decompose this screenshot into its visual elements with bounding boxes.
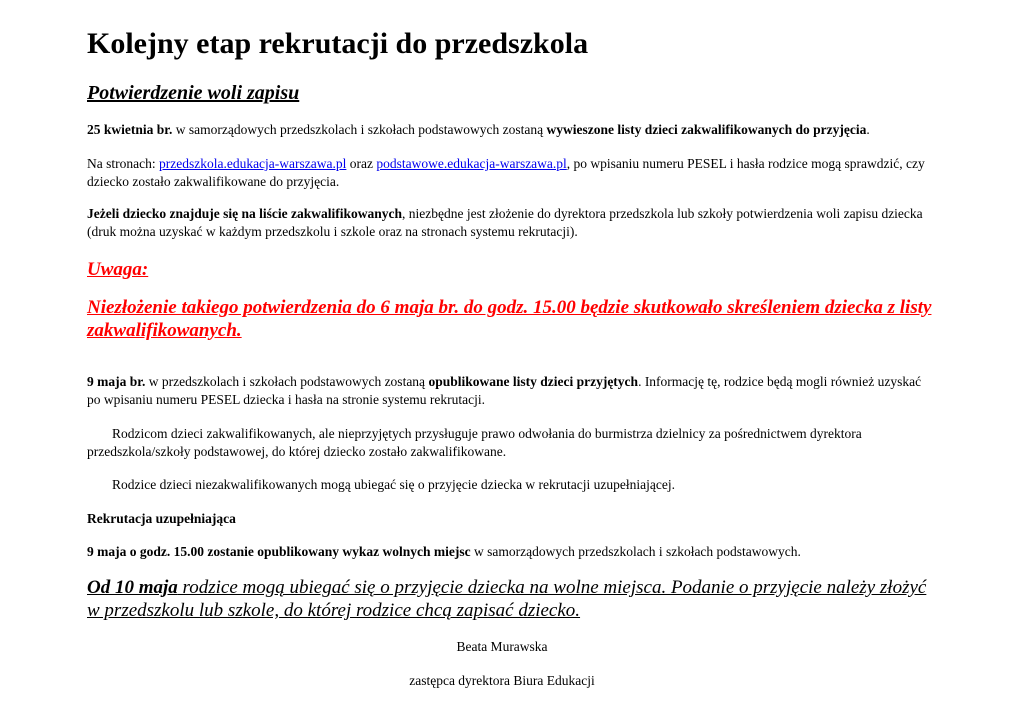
paragraph-confirmation: Jeżeli dziecko znajduje się na liście zakwalifikowanych, niezbędne jest złożenie do dyrektora przedszkola lub szkoły potwierdzenia woli zapisu dziecka (druk można uzyskać w każdym przedszkolu i szkole oraz na stronach systemu rekrutacji). — [87, 206, 923, 239]
paragraph-websites: Na stronach: przedszkola.edukacja-warszawa.pl oraz podstawowe.edukacja-warszawa.pl, po wpisaniu numeru PESEL i hasła rodzice mogą sprawdzić, czy dziecko zostało zakwalifikowane do przyjęcia. — [87, 156, 925, 189]
section-heading-supplementary: Rekrutacja uzupełniająca — [87, 511, 236, 526]
signature-name: Beata Murawska — [456, 639, 548, 654]
section-subtitle: Potwierdzenie woli zapisu — [87, 82, 300, 104]
emphasis-text: 9 maja o godz. 15.00 zostanie opublikowany wykaz wolnych miejsc — [87, 544, 471, 559]
page-title: Kolejny etap rekrutacji do przedszkola — [87, 27, 589, 60]
warning-text: Niezłożenie takiego potwierdzenia do 6 maja br. do godz. 15.00 będzie skutkowało skreśleniem dziecka z listy zakwalifikowanych. — [87, 297, 932, 341]
paragraph-supplementary: Rodzice dzieci niezakwalifikowanych mogą ubiegać się o przyjęcie dziecka w rekrutacji uzupełniającej. — [112, 477, 675, 492]
emphasis-text: wywieszone listy dzieci zakwalifikowanych do przyjęcia — [546, 122, 867, 137]
link-przedszkola[interactable]: przedszkola.edukacja-warszawa.pl — [158, 156, 347, 171]
paragraph-final-notice: Od 10 maja rodzice mogą ubiegać się o przyjęcie dziecka na wolne miejsca. Podanie o przyjęcie należy złożyć w przedszkolu lub szkole, do której rodzice chcą zapisać dziecko. — [87, 577, 927, 621]
paragraph-appeal: Rodzicom dzieci zakwalifikowanych, ale nieprzyjętych przysługuje prawo odwołania do burmistrza dzielnicy za pośrednictwem dyrektora przedszkola/szkoły podstawowej, do której dziecko zostało zakwalifikowane. — [87, 426, 862, 459]
paragraph-lists-date: 25 kwietnia br. w samorządowych przedszkolach i szkołach podstawowych zostaną wywieszone listy dzieci zakwalifikowanych do przyjęcia. — [87, 122, 870, 137]
paragraph-free-places: 9 maja o godz. 15.00 zostanie opublikowany wykaz wolnych miejsc w samorządowych przedszkolach i szkołach podstawowych. — [87, 544, 801, 559]
date-text: 9 maja br. — [87, 374, 146, 389]
emphasis-text: Jeżeli dziecko znajduje się na liście zakwalifikowanych — [87, 206, 402, 221]
signature-role: zastępca dyrektora Biura Edukacji — [409, 673, 595, 688]
link-podstawowe[interactable]: podstawowe.edukacja-warszawa.pl — [376, 156, 567, 171]
paragraph-accepted-lists: 9 maja br. w przedszkolach i szkołach podstawowych zostaną opublikowane listy dzieci przyjętych. Informację tę, rodzice będą mogli również uzyskać po wpisaniu numeru PESEL dziecka i hasła na stronie systemu rekrutacji. — [87, 374, 922, 407]
date-text: 25 kwietnia br. — [87, 122, 173, 137]
warning-label: Uwaga: — [87, 259, 149, 280]
emphasis-text: opublikowane listy dzieci przyjętych — [428, 374, 639, 389]
date-text: Od 10 maja — [87, 577, 178, 598]
